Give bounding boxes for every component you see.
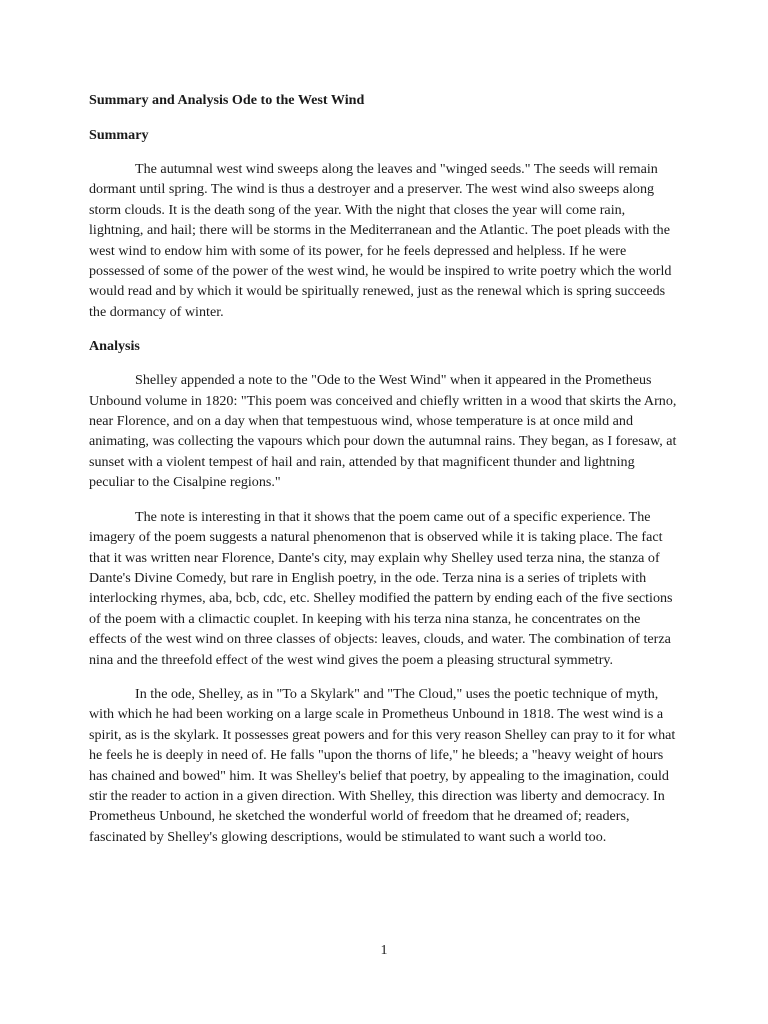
analysis-paragraph-3: In the ode, Shelley, as in "To a Skylark" and "The Cloud," uses the poetic technique of myth, with which he had been working on a large scale in Prometheus Unbound in 1818. The west wind is a spirit, as is the skylark. It possesses great powers and for this very reason Shelley can pray to it for what he feels he is deeply in need of. He falls "upon the thorns of life," he bleeds; a "heavy weight of hours has chained and bowed" him. It was Shelley's belief that poetry, by appealing to the imagination, could stir the reader to action in a given direction. With Shelley, this direction was liberty and democracy. In Prometheus Unbound, he sketched the wonderful world of freedom that he dreamed of; readers, fascinated by Shelley's glowing descriptions, would be stimulated to want such a world too. bbox=[89, 685, 676, 845]
analysis-paragraph-1: Shelley appended a note to the "Ode to the West Wind" when it appeared in the Prometheus Unbound volume in 1820: "This poem was conceived and chiefly written in a wood that skirts the Arno, near Florence, and on a day when that tempestuous wind, whose temperature is at once mild and animating, was collecting the vapours which pour down the autumnal rains. They began, as I foresaw, at sunset with a violent tempest of hail and rain, attended by that magnificent thunder and lightning peculiar to the Cisalpine regions." bbox=[89, 372, 677, 491]
analysis-heading: Analysis bbox=[89, 338, 140, 355]
page-content bbox=[89, 90, 681, 861]
page-number: 1 bbox=[380, 943, 388, 958]
document-title: Summary and Analysis Ode to the West Wind bbox=[89, 92, 365, 108]
summary-heading: Summary bbox=[89, 127, 149, 143]
analysis-paragraph-2: The note is interesting in that it shows that the poem came out of a specific experience. The imagery of the poem suggests a natural phenomenon that is observed while it is taking place. The fact that it was written near Florence, Dante's city, may explain why Shelley used terza nina, the stanza of Dante's Divine Comedy, but rare in English poetry, in the ode. Terza nina is a series of triplets with interlocking rhymes, aba, bcb, cdc, etc. Shelley modified the pattern by ending each of the five sections of the poem with a climactic couplet. In keeping with his terza nina stanza, he concentrates on the effects of the west wind on three classes of objects: leaves, clouds, and water. The combination of terza nina and the threefold effect of the west wind gives the poem a pleasing structural symmetry. bbox=[89, 508, 673, 668]
summary-paragraph: The autumnal west wind sweeps along the leaves and "winged seeds." The seeds will remain dormant until spring. The wind is thus a destroyer and a preserver. The west wind also sweeps along storm clouds. It is the death song of the year. With the night that closes the year will come rain, lightning, and hail; there will be storms in the Mediterranean and the Atlantic. The poet pleads with the west wind to endow him with some of its power, for he feels depressed and helpless. If he were possessed of some of the power of the west wind, he would be inspired to write poetry which the world would read and by which it would be spiritually renewed, just as the renewal which is spring succeeds the dormancy of winter. bbox=[89, 161, 672, 320]
